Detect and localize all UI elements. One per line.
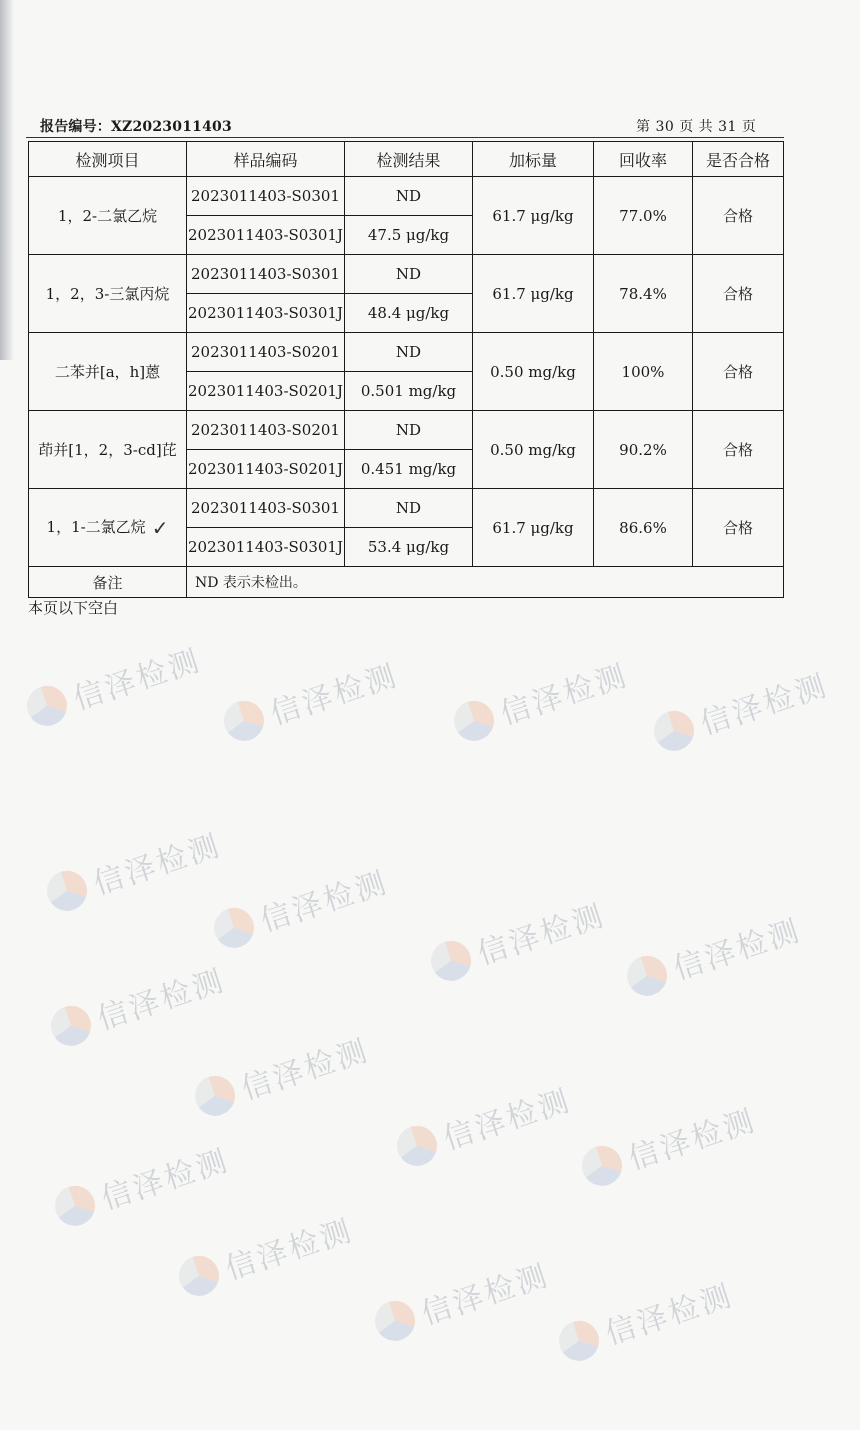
blank-below-note: 本页以下空白 [28, 599, 119, 617]
spike-amount: 61.7 μg/kg [473, 177, 594, 255]
column-header: 样品编码 [187, 142, 345, 177]
recovery-rate: 77.0% [594, 177, 693, 255]
watermark-logo-icon [649, 706, 699, 756]
watermark-logo-icon [22, 681, 72, 731]
watermark: 信泽检测 [648, 660, 833, 757]
sample-code: 2023011403-S0301J [187, 528, 345, 567]
recovery-rate: 100% [594, 333, 693, 411]
qualified-status: 合格 [693, 411, 784, 489]
test-result: ND [345, 177, 473, 216]
watermark-logo-icon [622, 951, 672, 1001]
watermark-logo-icon [42, 866, 92, 916]
watermark: 信泽检测 [576, 1095, 761, 1192]
watermark: 信泽检测 [621, 905, 806, 1002]
sample-code: 2023011403-S0301J [187, 216, 345, 255]
watermark: 信泽检测 [41, 820, 226, 917]
watermark-logo-icon [426, 936, 476, 986]
watermark-logo-icon [392, 1121, 442, 1171]
watermark-logo-icon [219, 696, 269, 746]
watermark-logo-icon [50, 1181, 100, 1231]
test-result: ND [345, 411, 473, 450]
test-results-table [28, 141, 784, 598]
test-result: 47.5 μg/kg [345, 216, 473, 255]
table-row [29, 333, 784, 372]
spike-amount: 61.7 μg/kg [473, 255, 594, 333]
page-edge-shadow [0, 0, 14, 360]
table-row [29, 177, 784, 216]
header-divider [26, 137, 784, 138]
test-result: 0.451 mg/kg [345, 450, 473, 489]
watermark: 信泽检测 [369, 1250, 554, 1347]
test-result: ND [345, 255, 473, 294]
spike-amount: 0.50 mg/kg [473, 411, 594, 489]
watermark: 信泽检测 [45, 955, 230, 1052]
watermark-logo-icon [370, 1296, 420, 1346]
table-header-row [29, 142, 784, 177]
table-row [29, 255, 784, 294]
test-item: 1，2，3-三氯丙烷 [29, 255, 187, 333]
qualified-status: 合格 [693, 177, 784, 255]
column-header: 检测项目 [29, 142, 187, 177]
column-header: 回收率 [594, 142, 693, 177]
test-item: 1，2-二氯乙烷 [29, 177, 187, 255]
page-number: 第 30 页 共 31 页 [636, 119, 757, 135]
watermark: 信泽检测 [173, 1205, 358, 1302]
watermark-logo-icon [209, 903, 259, 953]
watermark-logo-icon [174, 1251, 224, 1301]
watermark-logo-icon [577, 1141, 627, 1191]
watermark: 信泽检测 [425, 890, 610, 987]
test-result: 53.4 μg/kg [345, 528, 473, 567]
qualified-status: 合格 [693, 333, 784, 411]
column-header: 是否合格 [693, 142, 784, 177]
report-number: 报告编号：XZ2023011403 [40, 119, 232, 135]
remark-label: 备注 [29, 567, 187, 598]
qualified-status: 合格 [693, 255, 784, 333]
test-item: 1，1-二氯乙烷 [46, 517, 146, 536]
sample-code: 2023011403-S0201J [187, 450, 345, 489]
watermark: 信泽检测 [208, 857, 393, 954]
watermark: 信泽检测 [189, 1025, 374, 1122]
watermark: 信泽检测 [21, 635, 206, 732]
remark-row [29, 567, 784, 598]
watermark: 信泽检测 [448, 650, 633, 747]
table-row [29, 489, 784, 528]
sample-code: 2023011403-S0201J [187, 372, 345, 411]
recovery-rate: 86.6% [594, 489, 693, 567]
test-item: 茚并[1，2，3-cd]芘 [29, 411, 187, 489]
qualified-status: 合格 [693, 489, 784, 567]
test-result: 0.501 mg/kg [345, 372, 473, 411]
test-result: ND [345, 333, 473, 372]
watermark-logo-icon [449, 696, 499, 746]
column-header: 检测结果 [345, 142, 473, 177]
remark-text: ND 表示未检出。 [187, 567, 784, 598]
spike-amount: 61.7 μg/kg [473, 489, 594, 567]
test-item: 二苯并[a，h]蒽 [29, 333, 187, 411]
watermark: 信泽检测 [391, 1075, 576, 1172]
watermark-logo-icon [554, 1316, 604, 1366]
spike-amount: 0.50 mg/kg [473, 333, 594, 411]
recovery-rate: 78.4% [594, 255, 693, 333]
sample-code: 2023011403-S0301 [187, 255, 345, 294]
watermark: 信泽检测 [49, 1135, 234, 1232]
sample-code: 2023011403-S0201 [187, 333, 345, 372]
recovery-rate: 90.2% [594, 411, 693, 489]
watermark-logo-icon [46, 1001, 96, 1051]
sample-code: 2023011403-S0301 [187, 489, 345, 528]
column-header: 加标量 [473, 142, 594, 177]
sample-code: 2023011403-S0301J [187, 294, 345, 333]
table-row [29, 411, 784, 450]
test-item-cell [29, 489, 187, 567]
check-mark-icon: ✓ [151, 515, 169, 540]
test-result: ND [345, 489, 473, 528]
sample-code: 2023011403-S0201 [187, 411, 345, 450]
watermark: 信泽检测 [553, 1270, 738, 1367]
test-result: 48.4 μg/kg [345, 294, 473, 333]
watermark-logo-icon [190, 1071, 240, 1121]
watermark: 信泽检测 [218, 650, 403, 747]
sample-code: 2023011403-S0301 [187, 177, 345, 216]
